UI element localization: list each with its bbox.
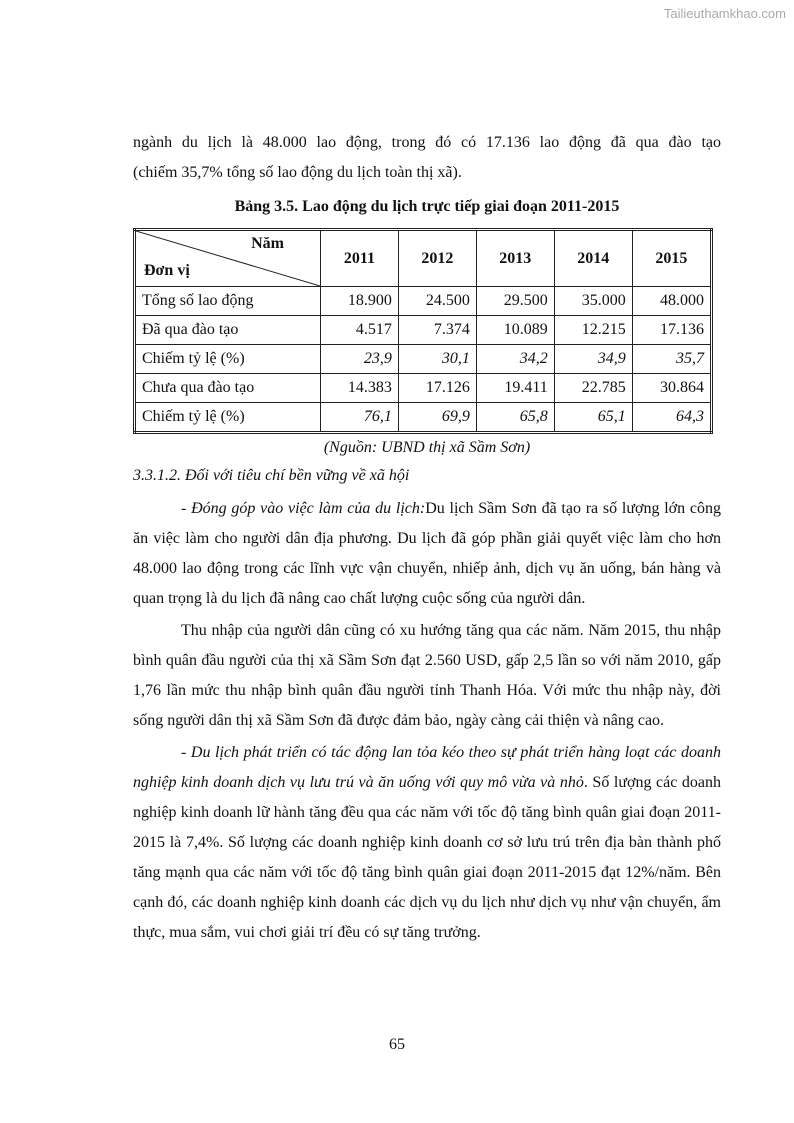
paragraph-income: Thu nhập của người dân cũng có xu hướng tăng qua các năm. Năm 2015, thu nhập bình quân đầu người của thị xã Sầm Sơn đạt 2.560 USD, gấp 2,5 lần so với năm 2010, gấp 1,76 lần mức thu nhập bình quân đầu người tỉnh Thanh Hóa. Với mức thu nhập này, đời sống người dân thị xã Sầm Sơn đã được đảm bảo, ngày càng cải thiện và nâng cao.: [133, 622, 721, 729]
table-cell: 65,8: [476, 403, 554, 433]
table-cell: 34,2: [476, 345, 554, 374]
table-row: [135, 316, 712, 345]
table-source: (Nguồn: UBND thị xã Sầm Sơn): [323, 439, 531, 456]
table-cell: 35,7: [632, 345, 711, 374]
table-cell: 30,1: [398, 345, 476, 374]
table-cell: 29.500: [476, 287, 554, 316]
table-cell: 12.215: [554, 316, 632, 345]
diagonal-header-cell: [135, 230, 321, 287]
table-cell: 48.000: [632, 287, 711, 316]
table-cell: 19.411: [476, 374, 554, 403]
table-cell: 76,1: [321, 403, 399, 433]
table-cell: 10.089: [476, 316, 554, 345]
table-cell: 65,1: [554, 403, 632, 433]
table-cell: 64,3: [632, 403, 711, 433]
header-year-label: Năm: [251, 235, 284, 252]
year-header: 2015: [632, 230, 711, 287]
watermark: Tailieuthamkhao.com: [663, 6, 786, 21]
table-cell: 22.785: [554, 374, 632, 403]
table-row: [135, 287, 712, 316]
table-cell: 7.374: [398, 316, 476, 345]
intro-line-1: ngành du lịch là 48.000 lao động, trong đó có 17.136 lao động đã qua đào tạo: [133, 134, 721, 151]
table-row: [135, 374, 712, 403]
labor-table: [133, 228, 713, 434]
year-header: 2012: [398, 230, 476, 287]
paragraph-enterprises: [133, 738, 721, 948]
row-label: Chiếm tỷ lệ (%): [135, 345, 321, 374]
table-cell: 14.383: [321, 374, 399, 403]
year-header: 2013: [476, 230, 554, 287]
table-cell: 35.000: [554, 287, 632, 316]
page-number: 65: [389, 1036, 405, 1053]
intro-line-2: (chiếm 35,7% tổng số lao động du lịch toàn thị xã).: [133, 164, 462, 181]
table-cell: 17.126: [398, 374, 476, 403]
table-cell: 4.517: [321, 316, 399, 345]
table-cell: 30.864: [632, 374, 711, 403]
paragraph-lead: - Du lịch phát triển có tác động lan tỏa kéo theo sự phát triển hàng loạt các doanh nghiệp kinh doanh dịch vụ lưu trú và ăn uống với quy mô vừa và nhỏ: [133, 744, 721, 791]
paragraph-text: . Số lượng các doanh nghiệp kinh doanh lữ hành tăng đều qua các năm với tốc độ tăng bình quân giai đoạn 2011-2015 là 7,4%. Số lượng các doanh nghiệp kinh doanh cơ sở lưu trú trên địa bàn thành phố tăng mạnh qua các năm với tốc độ tăng bình quân giai đoạn 2011-2015 đạt 12%/năm. Bên cạnh đó, các doanh nghiệp kinh doanh các dịch vụ du lịch như dịch vụ như vận chuyển, ẩm thực, mua sắm, vui chơi giải trí đều có sự tăng trưởng.: [133, 774, 722, 941]
table-caption: Bảng 3.5. Lao động du lịch trực tiếp giai đoạn 2011-2015: [234, 198, 620, 215]
row-label: Chiếm tỷ lệ (%): [135, 403, 321, 433]
table-cell: 18.900: [321, 287, 399, 316]
row-label: Chưa qua đào tạo: [135, 374, 321, 403]
year-header: 2011: [321, 230, 399, 287]
table-cell: 24.500: [398, 287, 476, 316]
table-header-row: [135, 230, 712, 287]
section-heading: 3.3.1.2. Đối với tiêu chí bền vững về xã hội: [133, 467, 410, 484]
row-label: Tổng số lao động: [135, 287, 321, 316]
table-cell: 23,9: [321, 345, 399, 374]
paragraph-lead: - Đóng góp vào việc làm của du lịch:: [181, 500, 426, 517]
page-content: [133, 128, 721, 948]
table-row: [135, 403, 712, 433]
row-label: Đã qua đào tạo: [135, 316, 321, 345]
year-header: 2014: [554, 230, 632, 287]
paragraph-text: Du lịch Sầm Sơn đã tạo ra số lượng lớn công ăn việc làm cho người dân địa phương. Du lịch đã góp phần giải quyết việc làm cho hơn 48.000 lao động trong các lĩnh vực vận chuyển, nhiếp ảnh, dịch vụ ăn uống, bán hàng và quan trọng là du lịch đã nâng cao chất lượng cuộc sống của người dân.: [133, 500, 721, 607]
header-unit-label: Đơn vị: [144, 262, 190, 279]
paragraph-employment: [133, 494, 721, 614]
table-row: [135, 345, 712, 374]
table-cell: 34,9: [554, 345, 632, 374]
table-cell: 17.136: [632, 316, 711, 345]
table-cell: 69,9: [398, 403, 476, 433]
